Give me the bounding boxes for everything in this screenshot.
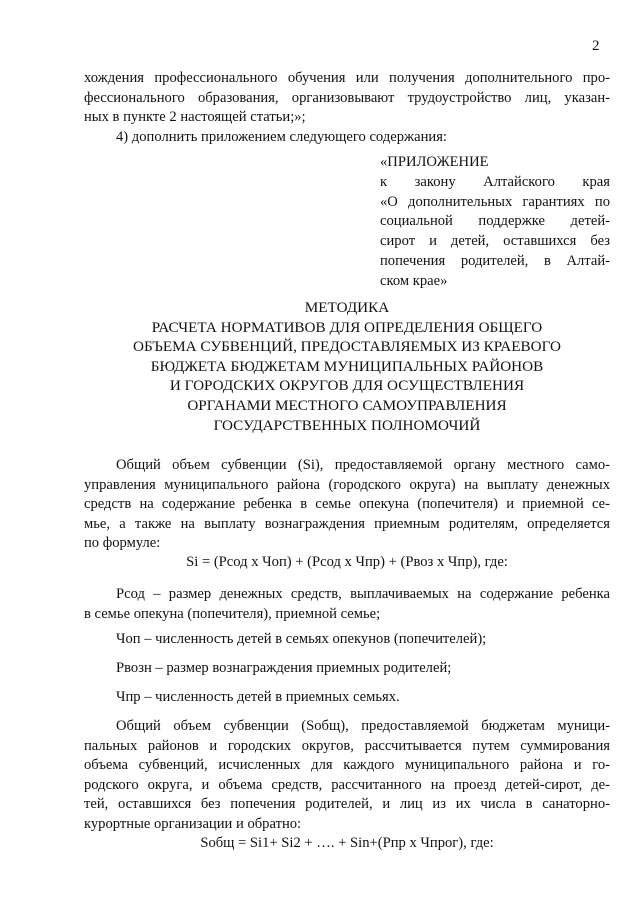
title-line: МЕТОДИКА: [304, 299, 390, 316]
appendix-line: социальной поддержке детей-: [380, 213, 610, 230]
text-line: управления муниципального района (городского округа) на выплату денежных: [84, 476, 610, 493]
text-line: пальных районов и городских округов, рассчитывается путем суммирования: [84, 737, 610, 754]
appendix-header: [380, 153, 610, 292]
text-line: ных в пункте 2 настоящей статьи;»;: [84, 109, 306, 126]
total-subvention-paragraph: [84, 717, 610, 835]
title-line: И ГОРОДСКИХ ОКРУГОВ ДЛЯ ОСУЩЕСТВЛЕНИЯ: [169, 377, 525, 395]
text-line: средств на содержание ребенка в семье опекуна (попечителя) и приемной се-: [84, 496, 610, 513]
text-line: тей, оставшихся без попечения родителей, и лиц из их числа в санаторно-: [84, 796, 610, 813]
text-line: по формуле:: [84, 535, 161, 552]
appendix-title: «ПРИЛОЖЕНИЕ: [380, 154, 489, 170]
text-line: мье, а также на выплату вознаграждения приемным родителям, определяется: [84, 515, 610, 532]
definition-chop: Чоп – численность детей в семьях опекунов (попечителей);: [116, 631, 487, 647]
text-line: в семье опекуна (попечителя), приемной семье;: [84, 605, 381, 622]
text-line: Общий объем субвенции (Si), предоставляемой органу местного само-: [116, 457, 610, 473]
text-line: объема субвенций, исчисленных для каждого муниципального района и го-: [84, 757, 610, 774]
title-line: РАСЧЕТА НОРМАТИВОВ ДЛЯ ОПРЕДЕЛЕНИЯ ОБЩЕГО: [151, 318, 543, 336]
method-title: [84, 298, 610, 435]
text-line: Рсод – размер денежных средств, выплачиваемых на содержание ребенка: [116, 586, 610, 602]
item-4-paragraph: 4) дополнить приложением следующего содержания:: [116, 129, 447, 145]
definition-rvozn: Рвозн – размер вознаграждения приемных родителей;: [116, 660, 452, 676]
text-line: родского округа, и объема средств, рассчитанного на проезд детей-сирот, де-: [84, 776, 610, 793]
definition-chpr: Чпр – численность детей в приемных семьях.: [116, 689, 400, 705]
text-line: Общий объем субвенции (Sобщ), предоставляемой бюджетам муници-: [116, 718, 610, 734]
intro-paragraph: [84, 69, 610, 128]
subvention-paragraph: [84, 456, 610, 554]
formula-sobsch: Sобщ = Si1+ Si2 + …. + Sin+(Рпр х Чпрог), где:: [200, 835, 494, 851]
appendix-line: «О дополнительных гарантиях по: [380, 193, 610, 210]
appendix-line: попечения родителей, в Алтай-: [380, 252, 610, 269]
appendix-line: к закону Алтайского края: [380, 173, 610, 190]
text-line: курортные организации и обратно:: [84, 815, 302, 832]
title-line: ГОСУДАРСТВЕННЫХ ПОЛНОМОЧИЙ: [213, 416, 481, 434]
definition-rsod: [84, 585, 610, 624]
page-number: 2: [592, 38, 600, 54]
appendix-line: сирот и детей, оставшихся без: [380, 233, 610, 250]
text-line: хождения профессионального обучения или получения дополнительного про-: [84, 70, 610, 86]
title-line: ОБЪЕМА СУБВЕНЦИЙ, ПРЕДОСТАВЛЯЕМЫХ ИЗ КРАЕВОГО: [133, 338, 561, 356]
appendix-line: ском крае»: [380, 272, 448, 289]
text-line: фессионального образования, организовывают трудоустройство лиц, указан-: [84, 89, 610, 106]
title-line: БЮДЖЕТА БЮДЖЕТАМ МУНИЦИПАЛЬНЫХ РАЙОНОВ: [150, 357, 544, 375]
title-line: ОРГАНАМИ МЕСТНОГО САМОУПРАВЛЕНИЯ: [187, 396, 507, 414]
formula-si: Si = (Рсод х Чоп) + (Рсод х Чпр) + (Рвоз х Чпр), где:: [186, 554, 508, 570]
